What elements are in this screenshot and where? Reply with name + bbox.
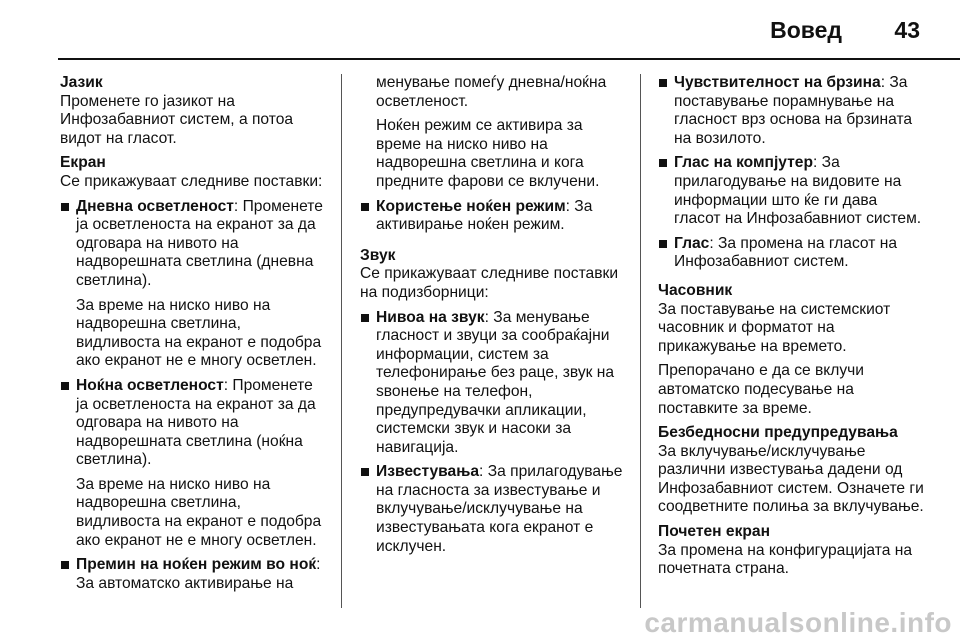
page-header — [0, 0, 960, 60]
bullet-note: Ноќен режим се активира за време на ниско ниво на надворешна светлина и кога предните фарови се вклучени. — [376, 117, 600, 190]
list-item — [60, 556, 326, 593]
section-text: Се прикажуваат следниве поставки на подизборници: — [360, 265, 619, 301]
section-clock — [658, 282, 928, 418]
list-item — [360, 463, 628, 556]
bullet-term: Ноќна осветленост — [76, 376, 224, 394]
column-divider-1 — [341, 74, 342, 608]
list-item — [658, 74, 928, 148]
bullet-term: Глас — [674, 234, 710, 252]
bullet-continuation: менување помеѓу дневна/ноќна осветленост. — [376, 74, 607, 110]
section-sound — [360, 247, 628, 557]
bullet-note: За време на ниско ниво на надворешна светлина, видливоста на екранот е подобра ако екранот не е многу осветлен. — [76, 296, 322, 370]
section-text: За промена на конфигурацијата на почетната страна. — [658, 541, 913, 578]
section-paragraph: Препорачано е да се вклучи автоматско подесување на поставките за време. — [658, 362, 865, 417]
bullet-term: Дневна осветленост — [76, 197, 234, 215]
bullet-note: За време на ниско ниво на надворешна светлина, видливоста на екранот е подобра ако екранот не е многу осветлен. — [76, 475, 322, 549]
section-text: Се прикажуваат следниве поставки: — [60, 172, 323, 190]
chapter-title: Вовед — [770, 17, 842, 43]
bullet-icon — [659, 240, 667, 248]
column-2 — [360, 74, 628, 562]
section-text: Променете го јазикот на Инфозабавниот систем, а потоа видот на гласот. — [60, 92, 294, 147]
bullet-icon — [61, 561, 69, 569]
bullet-icon — [659, 79, 667, 87]
bullet-text: : За активирање ноќен режим. — [376, 197, 593, 234]
list-item — [60, 377, 326, 470]
bullet-icon — [361, 203, 369, 211]
section-title: Безбедносни предупредувања — [658, 424, 898, 442]
section-title: Звук — [360, 246, 396, 264]
bullet-term: Глас на компјутер — [674, 154, 813, 172]
page-number: 43 — [894, 17, 920, 43]
section-safety-warnings — [658, 424, 928, 517]
bullet-text: : За автоматско активирање на — [76, 556, 321, 592]
section-text: За вклучување/исклучување различни известувања дадени од Инфозабавниот систем. Означете ги соодветните полиња за вклучување. — [658, 442, 924, 516]
bullet-icon — [659, 159, 667, 167]
section-display — [60, 154, 326, 593]
section-title: Јазик — [60, 74, 103, 91]
watermark: carmanualsonline.info — [644, 607, 952, 638]
header-rule — [58, 58, 960, 60]
bullet-text: : За прилагодување на гласноста за известување и вклучување/исклучување на известувањата кога екранот е исклучен. — [376, 463, 623, 555]
bullet-icon — [61, 203, 69, 211]
section-title: Почетен екран — [658, 523, 771, 541]
bullet-text: : За менување гласност и звуци за сообраќајни информации, систем за телефонирање без раце, звук на ѕвонење на телефон, предупредувачки апликации, системски звук и насоки за навигација. — [376, 308, 615, 456]
bullet-term: Нивоа на звук — [376, 308, 485, 326]
bullet-text: : За поставување порамнување на гласност врз основа на брзината на возилото. — [674, 74, 913, 147]
bullet-text: : За прилагодување на видовите на информации што ќе ги дава гласот на Инфозабавниот систем. — [674, 154, 922, 228]
list-item — [658, 154, 928, 228]
section-title: Часовник — [658, 281, 733, 299]
section-title: Екран — [60, 154, 106, 172]
bullet-text: : Променете ја осветленоста на екранот за да одговара на нивото на надворешната светлина (ноќна светлина). — [76, 376, 316, 469]
bullet-term: Чувствителност на брзина — [674, 74, 881, 91]
column-1 — [60, 74, 326, 599]
list-item — [658, 235, 928, 272]
bullet-term: Премин на ноќен режим во ноќ — [76, 556, 317, 574]
list-item — [360, 198, 628, 235]
bullet-term: Известувања — [376, 463, 480, 481]
section-text: За поставување на системскиот часовник и форматот на прикажување на времето. — [658, 300, 891, 355]
bullet-icon — [361, 468, 369, 476]
section-language — [60, 74, 326, 148]
bullet-text: : Променете ја осветленоста на екранот за да одговара на нивото на надворешната светлина (дневна светлина). — [76, 197, 323, 289]
bullet-icon — [61, 382, 69, 390]
column-divider-2 — [640, 74, 641, 608]
bullet-term: Користење ноќен режим — [376, 197, 566, 215]
list-item — [60, 198, 326, 291]
list-item — [360, 309, 628, 458]
section-home-screen — [658, 523, 928, 579]
bullet-icon — [361, 314, 369, 322]
column-3 — [658, 74, 928, 585]
bullet-text: : За промена на гласот на Инфозабавниот систем. — [674, 234, 898, 271]
